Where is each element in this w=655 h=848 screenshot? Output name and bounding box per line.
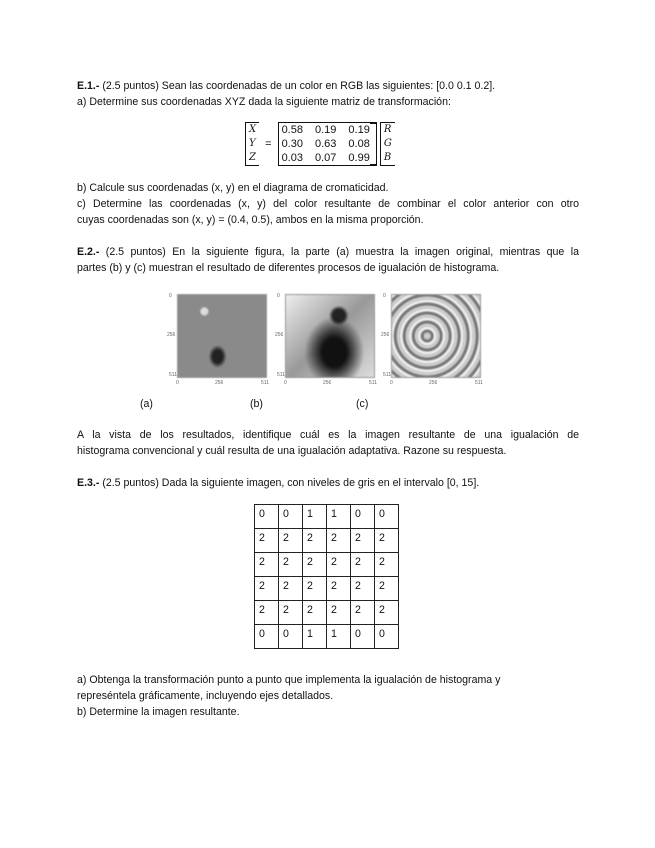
- e1-text: (2.5 puntos) Sean las coordenadas de un color en RGB las siguientes: [0.0 0.1 0.2].: [99, 80, 496, 92]
- pixel-cell: 2: [255, 577, 279, 601]
- label-a: (a): [140, 398, 153, 410]
- tick-label: 511: [383, 372, 391, 378]
- pixel-cell: 2: [351, 577, 375, 601]
- tick-label: 256: [215, 380, 224, 386]
- tick-label: 256: [323, 380, 332, 386]
- lhs-entry: X: [249, 124, 257, 135]
- matrix-entry: 0.08: [348, 138, 370, 150]
- pixel-cell: 1: [303, 625, 327, 649]
- rgb-vector: [380, 122, 395, 166]
- xyz-vector: [245, 122, 259, 166]
- table-row: [255, 553, 399, 577]
- tick-label: 256: [381, 332, 390, 338]
- pixel-cell: 1: [327, 505, 351, 529]
- rhs-entry: B: [383, 152, 392, 163]
- label-b: (b): [250, 398, 263, 410]
- lhs-entry: Y: [249, 138, 256, 149]
- tick-label: 511: [277, 372, 285, 378]
- pixel-cell: 2: [303, 553, 327, 577]
- table-row: [255, 505, 399, 529]
- pixel-cell: 2: [327, 553, 351, 577]
- e3-part-a-line1: a) Obtenga la transformación punto a punto que implementa la igualación de histograma y: [77, 674, 501, 686]
- tick-label: 511: [261, 380, 269, 386]
- pixel-cell: 0: [279, 505, 303, 529]
- tick-label: 511: [169, 372, 177, 378]
- e2-header: [77, 244, 579, 260]
- pixel-cell: 2: [255, 553, 279, 577]
- e2-question-line2: histograma convencional y cuál resulta de una igualación adaptativa. Razone su respuesta.: [77, 445, 507, 457]
- pixel-cell: 2: [351, 529, 375, 553]
- e1-part-c-line1: c) Determine las coordenadas (x, y) del color resultante de combinar el color anterior con otro: [77, 198, 579, 210]
- pixel-cell: 0: [255, 625, 279, 649]
- matrix-entry: 0.03: [281, 152, 303, 164]
- pixel-cell: 2: [279, 529, 303, 553]
- rhs-entry: G: [383, 138, 392, 149]
- equals-sign: =: [265, 138, 272, 150]
- transformation-matrix: [245, 122, 395, 166]
- e2-question-line1: A la vista de los resultados, identifique cuál es la imagen resultante de una igualación de: [77, 429, 579, 441]
- pixel-cell: 2: [279, 601, 303, 625]
- table-row: [255, 529, 399, 553]
- matrix-entry: 0.07: [314, 152, 337, 164]
- e3-part-b: b) Determine la imagen resultante.: [77, 706, 240, 718]
- pixel-cell: 2: [375, 577, 399, 601]
- pixel-cell: 2: [255, 601, 279, 625]
- matrix-entry: 0.19: [348, 124, 370, 136]
- pixel-cell: 2: [327, 601, 351, 625]
- pixel-cell: 0: [375, 505, 399, 529]
- pixel-cell: 2: [279, 577, 303, 601]
- pixel-cell: 1: [303, 505, 327, 529]
- pixel-cell: 2: [351, 553, 375, 577]
- pixel-cell: 2: [351, 601, 375, 625]
- e1-header: [77, 78, 495, 94]
- e1-part-a: a) Determine sus coordenadas XYZ dada la siguiente matriz de transformación:: [77, 96, 451, 108]
- matrix-entry: 0.63: [314, 138, 337, 150]
- tick-label: 256: [167, 332, 176, 338]
- pixel-cell: 0: [375, 625, 399, 649]
- e3-header: [77, 475, 479, 491]
- pixel-cell: 2: [255, 529, 279, 553]
- tick-label: 0: [169, 293, 172, 299]
- gray-level-image-table: [254, 504, 399, 649]
- matrix-entry: 0.30: [281, 138, 303, 150]
- histogram-image-a: [177, 294, 267, 378]
- tick-label: 0: [176, 380, 179, 386]
- pixel-cell: 2: [375, 553, 399, 577]
- pixel-cell: 2: [303, 577, 327, 601]
- rhs-entry: R: [383, 124, 392, 135]
- e3-text: (2.5 puntos) Dada la siguiente imagen, con niveles de gris en el intervalo [0, 15].: [99, 477, 480, 489]
- matrix-values: [282, 123, 370, 165]
- matrix-entry: 0.58: [281, 124, 303, 136]
- matrix-entry: 0.99: [348, 152, 370, 164]
- tick-label: 511: [475, 380, 483, 386]
- pixel-cell: 0: [255, 505, 279, 529]
- table-row: [255, 625, 399, 649]
- table-row: [255, 601, 399, 625]
- pixel-cell: 2: [279, 553, 303, 577]
- e3-part-a-line2: represéntela gráficamente, incluyendo ejes detallados.: [77, 690, 334, 702]
- pixel-cell: 2: [375, 529, 399, 553]
- e2-text: (2.5 puntos) En la siguiente figura, la parte (a) muestra la imagen original, mientras que la: [99, 246, 579, 258]
- histogram-image-b: [285, 294, 375, 378]
- e1-part-c-line2: cuyas coordenadas son (x, y) = (0.4, 0.5), ambos en la misma proporción.: [77, 214, 424, 226]
- lhs-entry: Z: [249, 152, 256, 163]
- tick-label: 0: [390, 380, 393, 386]
- e1-part-b: b) Calcule sus coordenadas (x, y) en el diagrama de cromaticidad.: [77, 182, 389, 194]
- tick-label: 511: [369, 380, 377, 386]
- tick-label: 256: [429, 380, 438, 386]
- e1-title: E.1.-: [77, 80, 100, 92]
- label-c: (c): [356, 398, 369, 410]
- matrix-entry: 0.19: [314, 124, 337, 136]
- e2-title: E.2.-: [77, 246, 100, 258]
- pixel-cell: 2: [375, 601, 399, 625]
- tick-label: 256: [275, 332, 284, 338]
- pixel-cell: 2: [327, 529, 351, 553]
- e3-title: E.3.-: [77, 477, 100, 489]
- pixel-cell: 0: [351, 505, 375, 529]
- tick-label: 0: [284, 380, 287, 386]
- histogram-image-c: [391, 294, 481, 378]
- pixel-cell: 2: [327, 577, 351, 601]
- pixel-cell: 1: [327, 625, 351, 649]
- pixel-cell: 2: [303, 529, 327, 553]
- pixel-cell: 0: [279, 625, 303, 649]
- e2-text-line2: partes (b) y (c) muestran el resultado de diferentes procesos de igualación de histograma.: [77, 262, 500, 274]
- pixel-cell: 2: [303, 601, 327, 625]
- table-row: [255, 577, 399, 601]
- tick-label: 0: [277, 293, 280, 299]
- tick-label: 0: [383, 293, 386, 299]
- pixel-cell: 0: [351, 625, 375, 649]
